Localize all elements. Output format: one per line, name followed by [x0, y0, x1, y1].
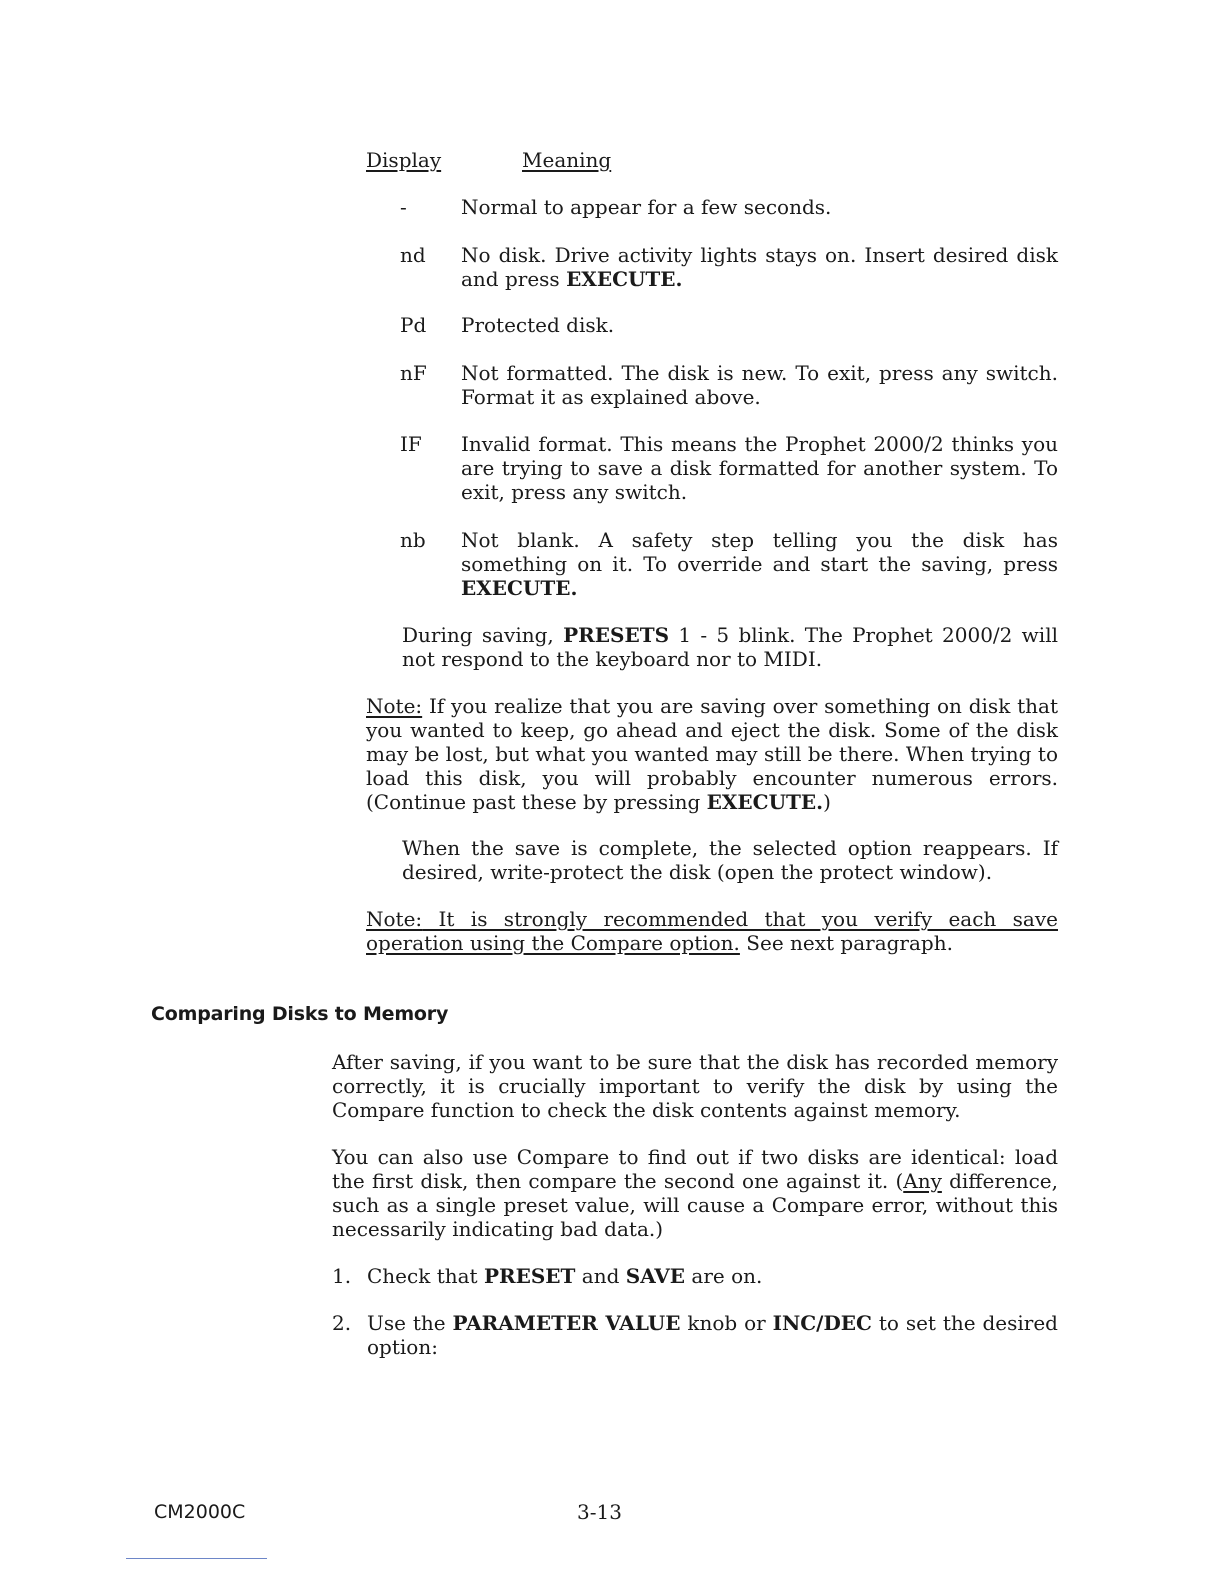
- paragraph-text: You can also use Compare to find out if two disks are identical: load the first disk, then compare the second one against it. (: [332, 1145, 1058, 1193]
- note-label: Note:: [366, 907, 423, 931]
- display-meaning: Normal to appear for a few seconds.: [461, 195, 832, 219]
- inc-dec-keyword: INC/DEC: [772, 1311, 872, 1335]
- paragraph-text: See next paragraph.: [739, 931, 953, 955]
- underlined-word: Any: [903, 1169, 942, 1193]
- step-text: [367, 1264, 1058, 1288]
- display-code: IF: [400, 432, 422, 456]
- paragraph-text: If you realize that you are saving over something on disk that you wanted to keep, go ahead and eject the disk. Some of the disk may be lost, but what you wanted may still be there. When trying to load this disk, you will probably encounter numerous errors. (Continue past these by pressing: [366, 694, 1058, 814]
- preset-keyword: PRESET: [483, 1264, 576, 1288]
- parameter-value-keyword: PARAMETER VALUE: [452, 1311, 681, 1335]
- step-text-part: are on.: [685, 1264, 763, 1288]
- underlined-recommendation: It is strongly recommended that you verify each save operation using the Compare option.: [366, 907, 1058, 955]
- step-number: 1.: [332, 1264, 352, 1288]
- step-text-part: and: [575, 1264, 626, 1288]
- display-meaning: [461, 243, 1058, 291]
- paragraph-text: difference, such as a single preset value, will cause a Compare error, without this necessarily indicating bad data.): [332, 1169, 1058, 1241]
- display-meaning: Not formatted. The disk is new. To exit, press any switch. Format it as explained above.: [461, 361, 1058, 409]
- step-text-part: to set the desired option:: [367, 1311, 1058, 1359]
- step-number: 2.: [332, 1311, 352, 1335]
- step-text-part: Use the: [367, 1311, 453, 1335]
- save-keyword: SAVE: [625, 1264, 686, 1288]
- paragraph-text: 1 - 5 blink. The Prophet 2000/2 will not respond to the keyboard nor to MIDI.: [402, 623, 1058, 671]
- execute-keyword: EXECUTE.: [566, 267, 683, 291]
- step-text: [367, 1311, 1058, 1359]
- save-complete-paragraph: When the save is complete, the selected option reappears. If desired, write-protect the disk (open the protect window).: [402, 836, 1058, 884]
- compare-disks-paragraph: [332, 1145, 1058, 1241]
- compare-intro-paragraph: After saving, if you want to be sure that the disk has recorded memory correctly, it is crucially important to verify the disk by using the Compare function to check the disk contents against memory.: [332, 1050, 1058, 1122]
- meaning-text: Not blank. A safety step telling you the disk has something on it. To override and start the saving, press: [461, 528, 1058, 576]
- note-label: Note:: [366, 694, 423, 718]
- note-paragraph: [366, 694, 1058, 814]
- section-heading: Comparing Disks to Memory: [151, 1003, 449, 1025]
- display-meaning: [461, 528, 1058, 600]
- execute-keyword: EXECUTE.: [461, 576, 578, 600]
- recommendation-note: [366, 907, 1058, 955]
- paragraph-text: During saving,: [402, 623, 564, 647]
- step-text-part: Check that: [367, 1264, 484, 1288]
- footer-rule: [126, 1558, 267, 1559]
- display-code: Pd: [400, 313, 427, 337]
- meaning-text: No disk. Drive activity lights stays on. Insert desired disk and press: [461, 243, 1058, 291]
- column-header-meaning: Meaning: [522, 148, 612, 172]
- display-code: nF: [400, 361, 427, 385]
- during-saving-paragraph: [402, 623, 1058, 671]
- display-code: nb: [400, 528, 426, 552]
- paragraph-text: ): [823, 790, 831, 814]
- page-number: 3-13: [577, 1500, 622, 1524]
- display-code: nd: [400, 243, 426, 267]
- column-header-display: Display: [366, 148, 442, 172]
- display-code: -: [400, 195, 407, 219]
- display-meaning: Invalid format. This means the Prophet 2000/2 thinks you are trying to save a disk formatted for another system. To exit, press any switch.: [461, 432, 1058, 504]
- step-text-part: knob or: [680, 1311, 773, 1335]
- document-code: CM2000C: [154, 1501, 246, 1523]
- display-meaning: Protected disk.: [461, 313, 615, 337]
- execute-keyword: EXECUTE.: [706, 790, 824, 814]
- presets-keyword: PRESETS: [563, 623, 670, 647]
